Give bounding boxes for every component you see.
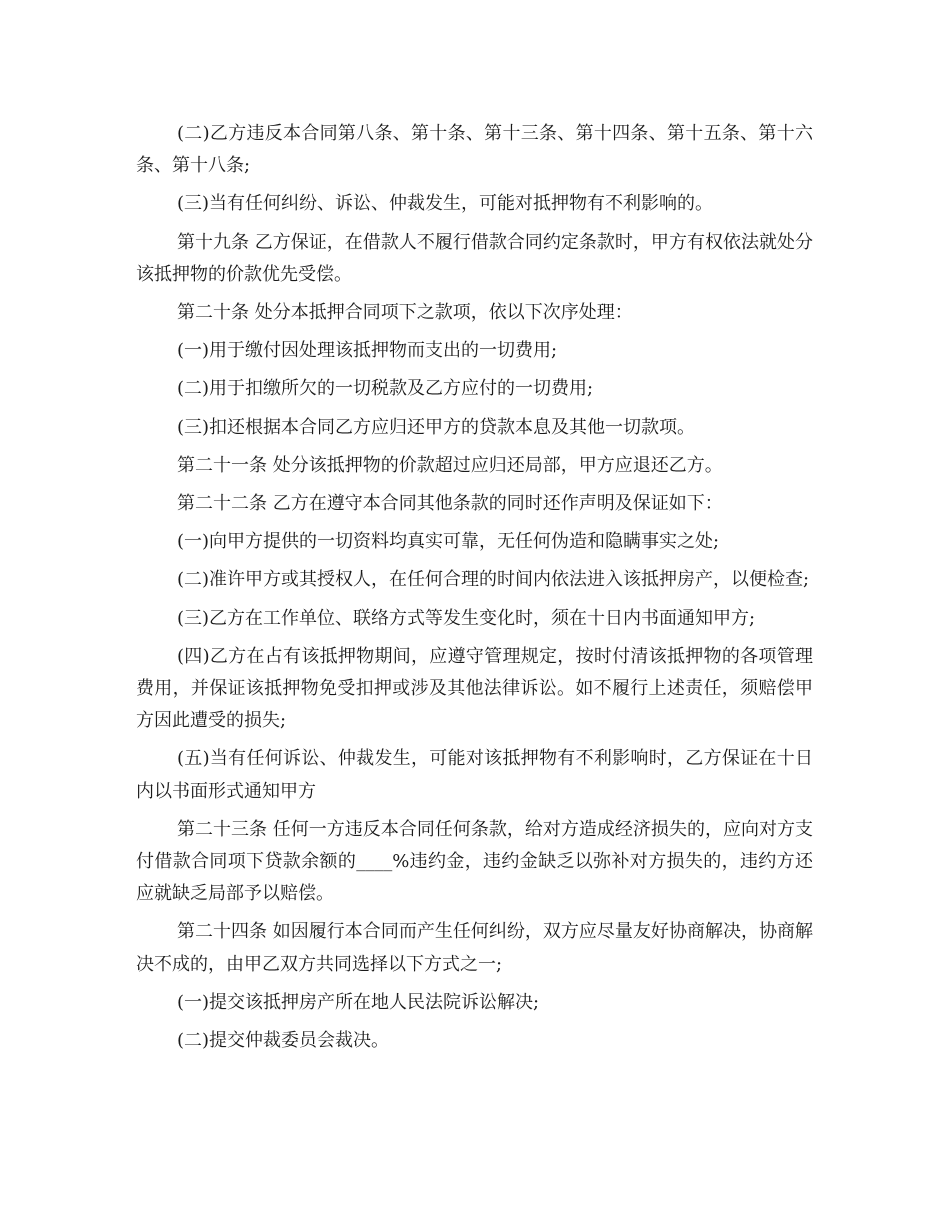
clause-paragraph: (二)乙方违反本合同第八条、第十条、第十三条、第十四条、第十五条、第十六条、第十八条; (136, 123, 813, 177)
clause-paragraph: (一)提交该抵押房产所在地人民法院诉讼解决; (177, 991, 540, 1013)
clause-paragraph: 第二十二条 乙方在遵守本合同其他条款的同时还作声明及保证如下： (177, 493, 723, 515)
clause-paragraph: (一)用于缴付因处理该抵押物而支出的一切费用; (177, 340, 558, 362)
clause-paragraph: 第二十一条 处分该抵押物的价款超过应归还局部，甲方应退还乙方。 (177, 454, 723, 476)
clause-paragraph: (五)当有任何诉讼、仲裁发生，可能对该抵押物有不利影响时，乙方保证在十日内以书面形式通知甲方 (136, 748, 813, 802)
clause-paragraph: 第二十三条 任何一方违反本合同任何条款，给对方造成经济损失的，应向对方支付借款合同项下贷款余额的____%违约金，违约金缺乏以弥补对方损失的，违约方还应就缺乏局部予以赔偿。 (136, 818, 813, 905)
clause-paragraph: (二)提交仲裁委员会裁决。 (177, 1030, 390, 1052)
clause-paragraph: 第二十四条 如因履行本合同而产生任何纠纷，双方应尽量友好协商解决，协商解决不成的，由甲乙双方共同选择以下方式之一; (136, 921, 813, 975)
clause-paragraph: (一)向甲方提供的一切资料均真实可靠，无任何伪造和隐瞒事实之处; (177, 531, 720, 553)
clause-paragraph: (二)准许甲方或其授权人，在任何合理的时间内依法进入该抵押房产，以便检查; (177, 569, 810, 591)
clause-paragraph: (二)用于扣缴所欠的一切税款及乙方应付的一切费用; (177, 378, 594, 400)
clause-paragraph: (三)乙方在工作单位、联络方式等发生变化时，须在十日内书面通知甲方; (177, 607, 756, 629)
clause-paragraph: 第十九条 乙方保证，在借款人不履行借款合同约定条款时，甲方有权依法就处分该抵押物的价款优先受偿。 (136, 231, 813, 285)
clause-paragraph: (四)乙方在占有该抵押物期间，应遵守管理规定，按时付清该抵押物的各项管理费用，并保证该抵押物免受扣押或涉及其他法律诉讼。如不履行上述责任，须赔偿甲方因此遭受的损失; (136, 645, 813, 732)
clause-paragraph: (三)当有任何纠纷、诉讼、仲裁发生，可能对抵押物有不利影响的。 (177, 193, 714, 215)
document-body (136, 118, 813, 1063)
clause-paragraph: 第二十条 处分本抵押合同项下之款项，依以下次序处理： (177, 302, 633, 324)
clause-paragraph: (三)扣还根据本合同乙方应归还甲方的贷款本息及其他一切款项。 (177, 416, 696, 438)
